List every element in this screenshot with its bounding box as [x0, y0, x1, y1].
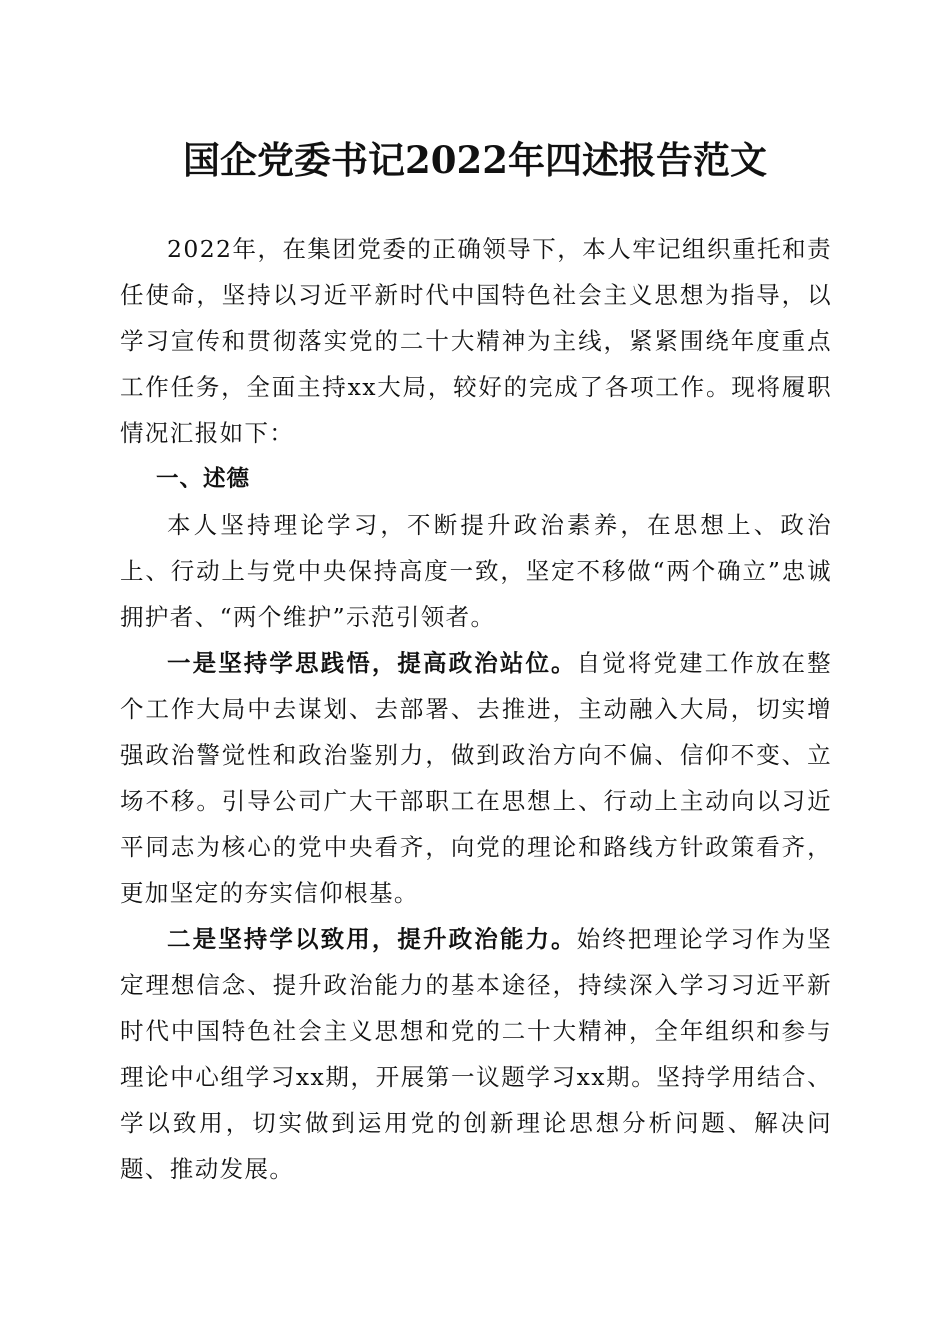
point-text-1: 自觉将党建工作放在整个工作大局中去谋划、去部署、去推进，主动融入大局，切实增强政治警觉性和政治鉴别力，做到政治方向不偏、信仰不变、立场不移。引导公司广大干部职工在思想上、行动上主动向以习近平同志为核心的党中央看齐，向党的理论和路线方针政策看齐，更加坚定的夯实信仰根基。: [120, 649, 833, 907]
intro-paragraph: 2022年，在集团党委的正确领导下，本人牢记组织重托和责任使命，坚持以习近平新时代中国特色社会主义思想为指导，以学习宣传和贯彻落实党的二十大精神为主线，紧紧围绕年度重点工作任务，全面主持xx大局，较好的完成了各项工作。现将履职情况汇报如下：: [120, 235, 832, 447]
point-paragraph-1: [120, 640, 832, 916]
point-lead-2: 二是坚持学以致用，提升政治能力。: [167, 925, 577, 953]
section-heading-shude: 一、述德: [156, 466, 251, 492]
document-body: [120, 226, 832, 1192]
document-title: 国企党委书记2022年四述报告范文: [183, 138, 767, 182]
point-paragraph-2: [120, 916, 832, 1192]
section-paragraph-shude: 本人坚持理论学习，不断提升政治素养，在思想上、政治上、行动上与党中央保持高度一致，坚定不移做“两个确立”忠诚拥护者、“两个维护”示范引领者。: [120, 511, 832, 631]
point-text-2: 始终把理论学习作为坚定理想信念、提升政治能力的基本途径，持续深入学习习近平新时代中国特色社会主义思想和党的二十大精神，全年组织和参与理论中心组学习xx期，开展第一议题学习xx期。坚持学用结合、学以致用，切实做到运用党的创新理论思想分析问题、解决问题、推动发展。: [120, 925, 833, 1183]
point-lead-1: 一是坚持学思践悟，提高政治站位。: [167, 649, 577, 677]
